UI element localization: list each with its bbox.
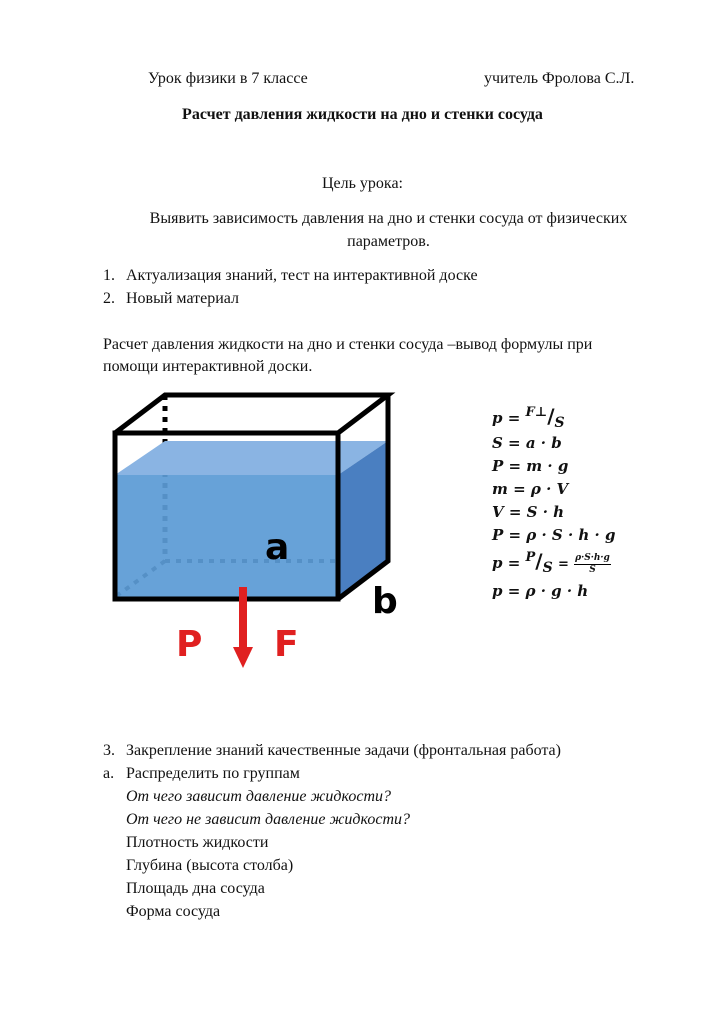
list-item: Площадь дна сосуда — [126, 880, 265, 897]
label-P: P — [176, 624, 203, 665]
list-item: Форма сосуда — [126, 903, 221, 920]
page-title: Расчет давления жидкости на дно и стенки сосуда — [182, 106, 543, 123]
goal-text-line1: Выявить зависимость давления на дно и стенки сосуда от физических — [149, 210, 628, 227]
question-not-depends: От чего не зависит давление жидкости? — [126, 811, 411, 828]
header-teacher: учитель Фролова С.Л. — [484, 70, 635, 87]
section-a-text: Распределить по группам — [126, 765, 300, 782]
plan-item-1-num: 1. — [103, 267, 115, 284]
goal-heading: Цель урока: — [321, 175, 403, 192]
section-a-letter: а. — [103, 765, 115, 782]
label-a: a — [265, 527, 290, 568]
water-front — [115, 475, 338, 599]
formula-mass: m = ρ · V — [492, 480, 569, 498]
formula-pressure-force: p = F⊥/S — [492, 404, 565, 431]
force-arrow-shaft — [239, 587, 247, 649]
plan-item-2-num: 2. — [103, 290, 115, 307]
section3-text: Закрепление знаний качественные задачи (фронтальная работа) — [126, 742, 561, 759]
plan-item-2: Новый материал — [126, 290, 240, 307]
derivation-line1: Расчет давления жидкости на дно и стенки сосуда –вывод формулы при — [103, 336, 593, 353]
goal-text-line2: параметров. — [347, 233, 430, 250]
formula-pressure-derived: p = P/S = $\frac{\rho\cdot S\cdot h\cdot g}{S}$ — [492, 549, 610, 576]
label-b: b — [372, 581, 398, 622]
force-arrow-head — [233, 647, 253, 668]
derivation-line2: помощи интерактивной доски. — [103, 358, 313, 375]
plan-item-1: Актуализация знаний, тест на интерактивной доске — [126, 267, 478, 284]
formula-pressure-final: p = ρ · g · h — [492, 582, 589, 600]
vessel-diagram — [100, 385, 410, 690]
list-item: Плотность жидкости — [126, 834, 269, 851]
list-item: Глубина (высота столба) — [126, 857, 294, 874]
top-face — [115, 395, 388, 433]
formula-weight-expanded: P = ρ · S · h · g — [492, 526, 616, 544]
formula-volume: V = S · h — [492, 503, 565, 521]
question-depends: От чего зависит давление жидкости? — [126, 788, 391, 805]
label-F: F — [274, 624, 299, 665]
section3-num: 3. — [103, 742, 115, 759]
formula-weight: P = m · g — [492, 457, 569, 475]
formula-area: S = a · b — [492, 434, 562, 452]
header-lesson: Урок физики в 7 классе — [148, 70, 308, 87]
